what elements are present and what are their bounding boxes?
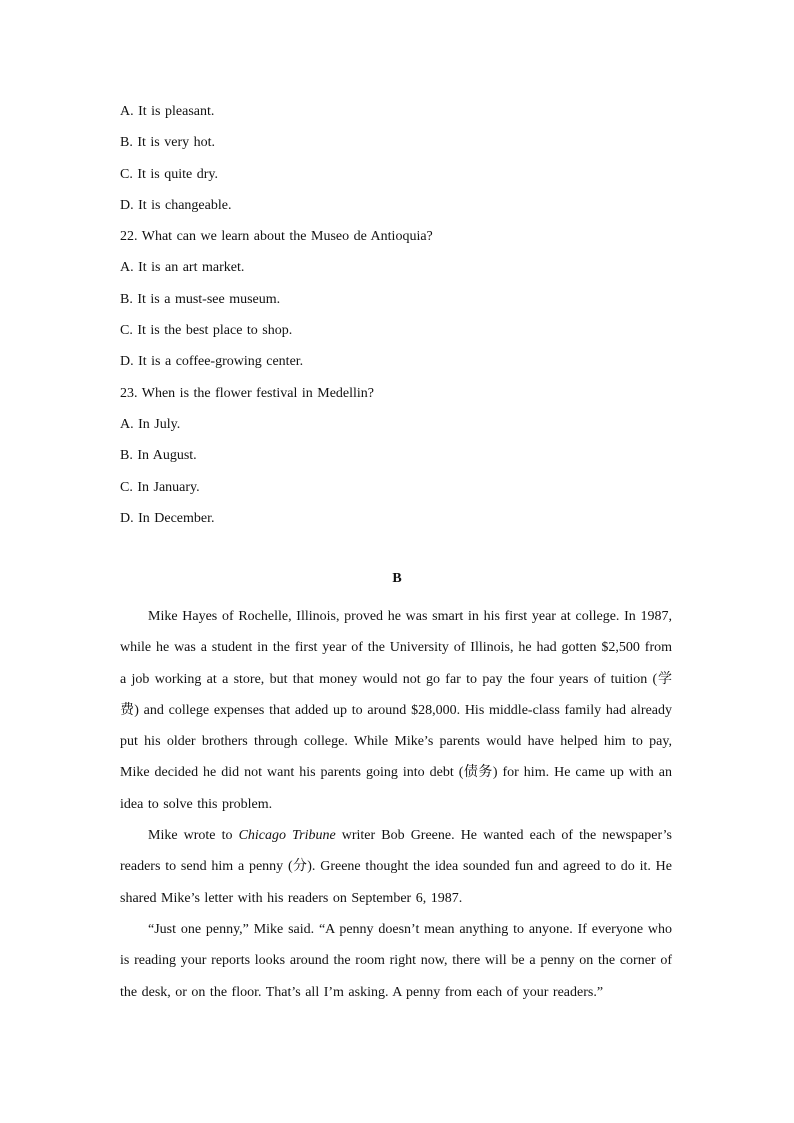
paragraph-2-text-end: writer Bob Greene. He wanted each of the newspaper’s readers to send him a penny (分). Greene thought the idea sounded fun and agreed to do it. He shared Mike’s letter with his readers on September 6, 1987. [120,828,672,906]
option-line: D. It is changeable. [120,197,232,213]
section-heading-b: B [392,571,402,586]
passage-paragraph-2 [120,820,672,914]
option-line: C. It is quite dry. [120,166,218,182]
passage-paragraph-3: “Just one penny,” Mike said. “A penny doesn’t mean anything to anyone. If everyone who is reading your reports looks around the room right now, there will be a penny on the corner of the desk, or on the floor. That’s all I’m asking. A penny from each of your readers.” [120,921,672,1000]
paragraph-2-text-start: Mike wrote to [148,828,239,844]
option-line: C. It is the best place to shop. [120,323,293,339]
newspaper-title: Chicago Tribune [238,828,336,844]
passage-paragraph-1: Mike Hayes of Rochelle, Illinois, proved he was smart in his first year at college. In 1987, while he was a student in the first year of the University of Illinois, he had gotten $2,500 from a job working at a store, but that money would not go far to pay the four years of tuition (学费) and college expenses that added up to around $28,000. His middle-class family had already put his older brothers through college. While Mike’s parents would have helped him to pay, Mike decided he did not want his parents going into debt (债务) for him. He came up with an idea to solve this problem. [120,609,672,812]
option-line: B. In August. [120,448,197,464]
question-22: 22. What can we learn about the Museo de Antioquia? [120,229,433,245]
option-line: B. It is a must-see museum. [120,291,281,307]
option-line: A. It is pleasant. [120,104,215,119]
question-23: 23. When is the flower festival in Medellin? [120,385,375,401]
question-options-block [120,102,680,540]
option-line: C. In January. [120,479,200,495]
option-line: B. It is very hot. [120,135,215,151]
option-line: A. In July. [120,416,181,432]
reading-passage [120,601,672,1008]
option-line: A. It is an art market. [120,260,245,276]
option-line: D. In December. [120,510,215,526]
option-line: D. It is a coffee-growing center. [120,354,304,370]
